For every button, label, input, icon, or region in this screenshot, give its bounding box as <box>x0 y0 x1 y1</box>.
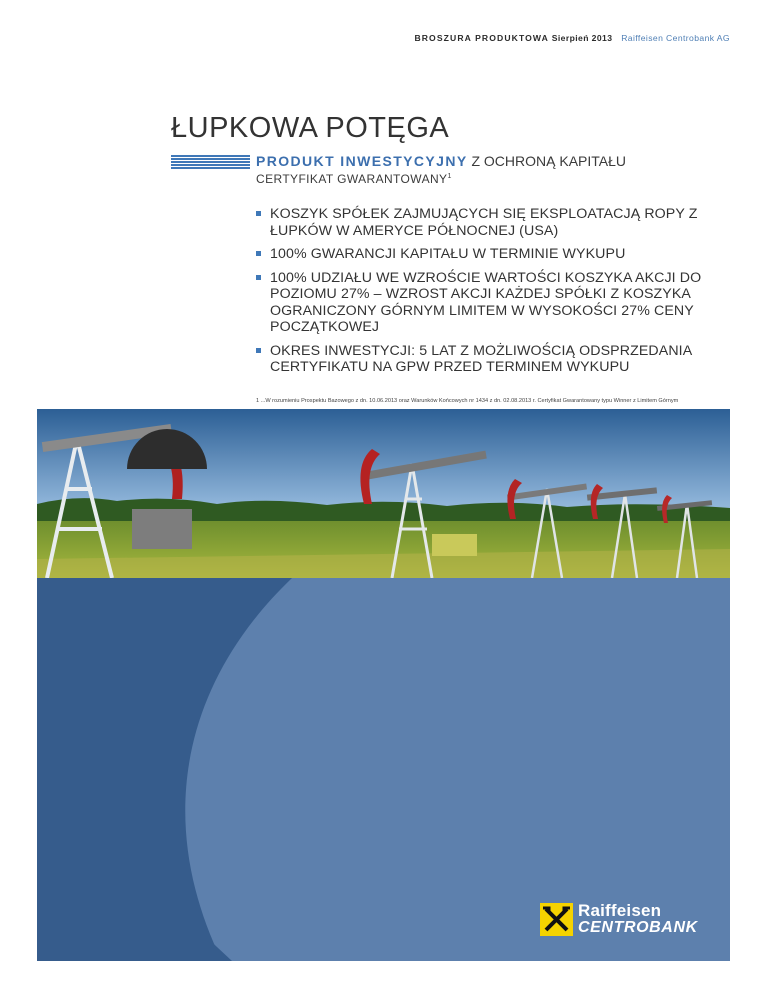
gable-cross-icon <box>540 903 573 936</box>
product-type-rest: Z OCHRONĄ KAPITAŁU <box>467 153 627 169</box>
bullet-icon <box>256 251 261 256</box>
feature-text: KOSZYK SPÓŁEK ZAJMUJĄCYCH SIĘ EKSPLOATACJĄ ROPY Z ŁUPKÓW W AMERYCE PÓŁNOCNEJ (USA) <box>270 206 698 239</box>
product-name <box>256 172 452 186</box>
issuer-name: Raiffeisen Centrobank AG <box>621 33 730 43</box>
product-name-text: CERTYFIKAT GWARANTOWANY <box>256 172 448 186</box>
bullet-icon <box>256 348 261 353</box>
raiffeisen-logo <box>540 900 720 940</box>
list-item <box>256 206 736 239</box>
footnote: 1 ...W rozumieniu Prospektu Bazowego z dn. 10.06.2013 oraz Warunków Końcowych nr 1434 z dn. 02.08.2013 r. Certyfikat Gwarantowany typu Winner z Limitem Górnym <box>256 398 679 404</box>
feature-list <box>256 206 736 383</box>
list-item <box>256 343 736 376</box>
footnote-mark: 1 <box>447 173 452 180</box>
product-type-highlight: PRODUKT INWESTYCYJNY <box>256 153 468 169</box>
list-item <box>256 246 736 263</box>
feature-text: 100% GWARANCJI KAPITAŁU W TERMINIE WYKUPU <box>270 246 626 262</box>
brochure-label: BROSZURA PRODUKTOWA <box>414 33 549 43</box>
page-title: ŁUPKOWA POTĘGA <box>171 112 450 144</box>
feature-text: OKRES INWESTYCJI: 5 LAT Z MOŻLIWOŚCIĄ ODSPRZEDANIA CERTYFIKATU NA GPW PRZED TERMINEM WYKUPU <box>270 342 692 375</box>
bullet-icon <box>256 211 261 216</box>
bullet-icon <box>256 275 261 280</box>
header-line <box>414 33 730 43</box>
accent-stripes <box>171 155 250 171</box>
feature-text: 100% UDZIAŁU WE WZROŚCIE WARTOŚCI KOSZYKA AKCJI DO POZIOMU 27% – WZROST AKCJI KAŻDEJ SPÓŁKI Z KOSZYKA OGRANICZONY GÓRNYM LIMITEM W WYSOKOŚCI 27% CENY POCZĄTKOWEJ <box>270 269 702 335</box>
list-item <box>256 270 736 336</box>
brochure-date: Sierpień 2013 <box>551 33 613 43</box>
oil-pumps-photo <box>37 409 730 578</box>
logo-text-line2: CENTROBANK <box>578 919 698 936</box>
product-type <box>256 153 626 169</box>
logo-text-line1: Raiffeisen <box>578 901 662 920</box>
